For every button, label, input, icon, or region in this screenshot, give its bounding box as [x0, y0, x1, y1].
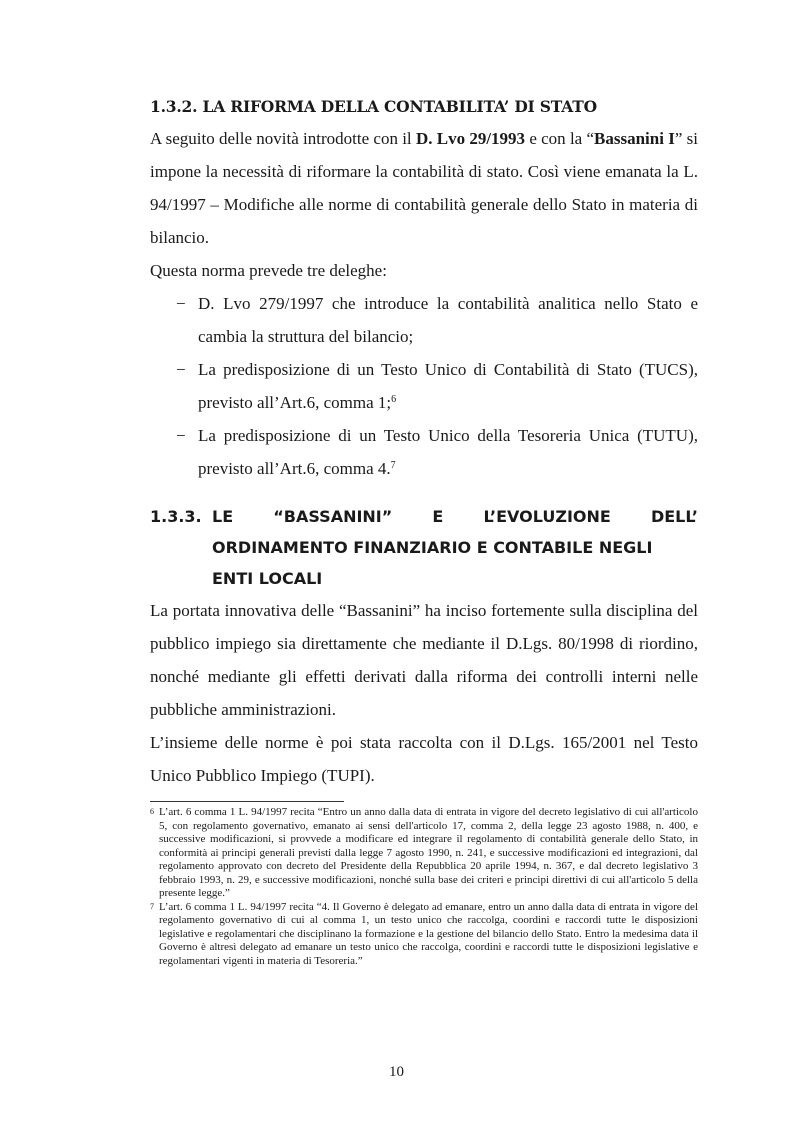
dash-bullet: − — [176, 294, 186, 313]
heading-word: LE — [212, 507, 234, 526]
footnote-mark: 6 — [150, 807, 154, 816]
heading-word: “BASSANINI” — [273, 507, 393, 526]
list-item — [150, 353, 698, 419]
delegation-list — [150, 287, 698, 485]
list-item-text: La predisposizione di un Testo Unico della Tesoreria Unica (TUTU), previsto all’Art.6, comma 4. — [198, 426, 698, 478]
list-item — [150, 419, 698, 485]
list-item-text: D. Lvo 279/1997 che introduce la contabilità analitica nello Stato e cambia la struttura del bilancio; — [198, 294, 698, 346]
heading-line-1 — [212, 501, 698, 532]
footnote-6 — [150, 806, 698, 901]
heading-line-3: ENTI LOCALI — [212, 569, 323, 588]
heading-line-2: ORDINAMENTO FINANZIARIO E CONTABILE NEGLI — [212, 538, 653, 557]
text-run: A seguito delle novità introdotte con il — [150, 129, 416, 148]
text-run: ” si impone la necessità di riformare la contabilità di stato. Così viene emanata la L. 94/1997 – Modifiche alle norme di contabilità generale dello Stato in materia di bilancio. — [150, 129, 698, 247]
footnote-text: L’art. 6 comma 1 L. 94/1997 recita “4. Il Governo è delegato ad emanare, entro un anno dalla data di entrata in vigore del regolamento governativo di cui al comma 1, un testo unico che raccolga, coordini e raccordi tutte le disposizioni legislative e regolamentari che disciplinano la formazione e la gestione del bilancio dello Stato. Entro la medesima data il Governo è altresì delegato ad emanare un testo unico che raccolga, coordini e raccordi tutte le disposizioni legislative e regolamentari vigenti in materia di Tesoreria.” — [159, 900, 698, 967]
footnote-separator — [150, 801, 344, 802]
main-text — [150, 92, 698, 792]
section-number: 1.3.3. — [150, 507, 202, 526]
bold-law-ref: D. Lvo 29/1993 — [415, 129, 526, 148]
heading-word: E — [432, 507, 444, 526]
dash-bullet: − — [176, 426, 186, 445]
footnote-mark: 7 — [150, 901, 154, 911]
bold-bassanini: Bassanini I — [594, 129, 675, 148]
section-heading-1-3-2: 1.3.2. LA RIFORMA DELLA CONTABILITA’ DI STATO — [150, 97, 597, 116]
heading-word: DELL’ — [650, 507, 698, 526]
paragraph-deleghe: Questa norma prevede tre deleghe: — [150, 261, 387, 280]
footnote-7 — [150, 901, 698, 969]
paragraph-tupi: L’insieme delle norme è poi stata raccolta con il D.Lgs. 165/2001 nel Testo Unico Pubblico Impiego (TUPI). — [150, 733, 698, 785]
list-item-text: La predisposizione di un Testo Unico di Contabilità di Stato (TUCS), previsto all’Art.6, comma 1; — [198, 360, 698, 412]
paragraph-riforma — [150, 122, 698, 254]
list-item — [150, 287, 698, 353]
footnote-text: L’art. 6 comma 1 L. 94/1997 recita “Entro un anno dalla data di entrata in vigore del decreto legislativo di cui all'articolo 5, con regolamento governativo, emanato ai sensi dell'articolo 17, comma 2, della legge 23 agosto 1988, n. 400, e successive modificazioni, si provvede a modificare ed integrare il regolamento di contabilità generale dello Stato, in conformità ai principi generali previsti dalla legge 7 agosto 1990, n. 241, e successive modificazioni ed integrazioni, dal regolamento approvato con decreto del Presidente della Repubblica 20 aprile 1994, n. 367, e dal decreto legislativo 3 febbraio 1993, n. 29, e successive modificazioni, nonché sulla base dei criteri e principi direttivi di cui all'articolo 5 della presente legge.” — [159, 806, 698, 899]
page-number: 10 — [389, 1064, 404, 1080]
heading-word: L’EVOLUZIONE — [483, 507, 611, 526]
text-run: e con la “ — [525, 129, 595, 148]
footnotes — [150, 806, 698, 968]
footnote-ref[interactable]: 6 — [391, 394, 397, 405]
paragraph-bassanini: La portata innovativa delle “Bassanini” ha inciso fortemente sulla disciplina del pubblico impiego sia direttamente che mediante il D.Lgs. 80/1998 di riordino, nonché mediante gli effetti derivati dalla riforma dei controlli interni nelle pubbliche amministrazioni. — [150, 601, 698, 719]
section-heading-1-3-3 — [150, 501, 698, 594]
footnote-ref[interactable]: 7 — [390, 460, 396, 471]
dash-bullet: − — [176, 360, 186, 379]
